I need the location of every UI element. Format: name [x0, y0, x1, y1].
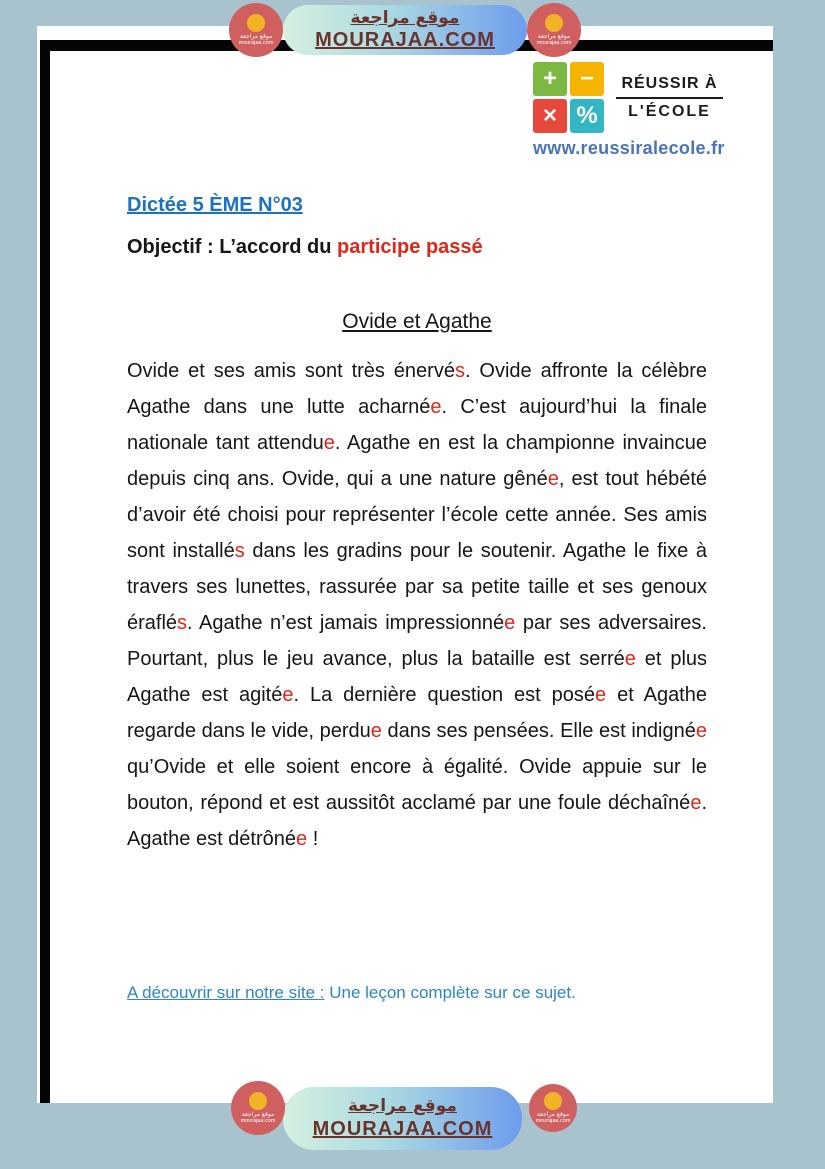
math-squares-icon	[533, 62, 604, 133]
header-site-link[interactable]: MOURAJAA.COM	[315, 29, 495, 52]
badge-domain-label: mourajaa.com	[240, 1118, 276, 1125]
mourajaa-logo-badge	[529, 1084, 577, 1132]
badge-domain-label: mourajaa.com	[536, 40, 572, 47]
objective-line	[127, 236, 483, 259]
badge-arabic-label: موقع مراجعة	[537, 32, 571, 40]
site-note-text: Une leçon complète sur ce sujet.	[324, 983, 576, 1002]
badge-arabic-label: موقع مراجعة	[239, 32, 273, 40]
text-title: Ovide et Agathe	[342, 310, 492, 333]
mourajaa-logo-badge	[527, 3, 581, 57]
multiply-square-icon: ×	[533, 99, 567, 133]
book-icon	[249, 1092, 267, 1110]
header-banner	[283, 5, 527, 55]
mourajaa-logo-badge	[229, 3, 283, 57]
mourajaa-logo-badge	[231, 1081, 285, 1135]
badge-arabic-label: موقع مراجعة	[536, 1110, 570, 1118]
site-note	[127, 983, 576, 1003]
dictation-paragraph: Ovide et ses amis sont très énervés. Ovide affronte la célèbre Agathe dans une lutte acharnée. C’est aujourd’hui la finale nationale tant attendue. Agathe en est la championne invaincue depuis cinq ans. Ovide, qui a une nature gênée, est tout hébété d’avoir été choisi pour représenter l’école cette année. Ses amis sont installés dans les gradins pour le soutenir. Agathe le fixe à travers ses lunettes, rassurée par sa petite taille et ses genoux éraflés. Agathe n’est jamais impressionnée par ses adversaires. Pourtant, plus le jeu avance, plus la bataille est serrée et plus Agathe est agitée. La dernière question est posée et Agathe regarde dans le vide, perdue dans ses pensées. Elle est indignée qu’Ovide et elle soient encore à égalité. Ovide appuie sur le bouton, répond et est aussitôt acclamé par une foule déchaînée. Agathe est détrônée !	[127, 360, 708, 850]
footer-arabic-title: موقع مراجعة	[348, 1096, 457, 1117]
objective-highlight: participe passé	[337, 236, 483, 258]
badge-arabic-label: موقع مراجعة	[241, 1110, 275, 1118]
minus-square-icon: −	[570, 62, 604, 96]
objective-prefix: Objectif : L’accord du	[127, 236, 338, 258]
scan-border-left	[40, 40, 50, 1103]
reussir-ecole-logo	[533, 62, 725, 159]
footer-site-link[interactable]: MOURAJAA.COM	[312, 1117, 493, 1140]
logo-line1: RÉUSSIR À	[621, 74, 718, 92]
badge-domain-label: mourajaa.com	[535, 1118, 571, 1125]
plus-square-icon: +	[533, 62, 567, 96]
logo-line2: L'ÉCOLE	[628, 102, 711, 120]
logo-wordmark	[614, 75, 725, 121]
divide-square-icon: %	[570, 99, 604, 133]
logo-divider	[616, 97, 723, 99]
book-icon	[545, 14, 563, 32]
site-note-link[interactable]: A découvrir sur notre site :	[127, 983, 325, 1002]
badge-domain-label: mourajaa.com	[238, 40, 274, 47]
footer-banner	[283, 1087, 522, 1150]
dictation-title: Dictée 5 ÈME N°03	[127, 194, 303, 216]
header-arabic-title: موقع مراجعة	[350, 7, 460, 28]
book-icon	[544, 1092, 562, 1110]
book-icon	[247, 14, 265, 32]
logo-website-link[interactable]: www.reussiralecole.fr	[533, 138, 725, 158]
document-page	[37, 26, 773, 1103]
